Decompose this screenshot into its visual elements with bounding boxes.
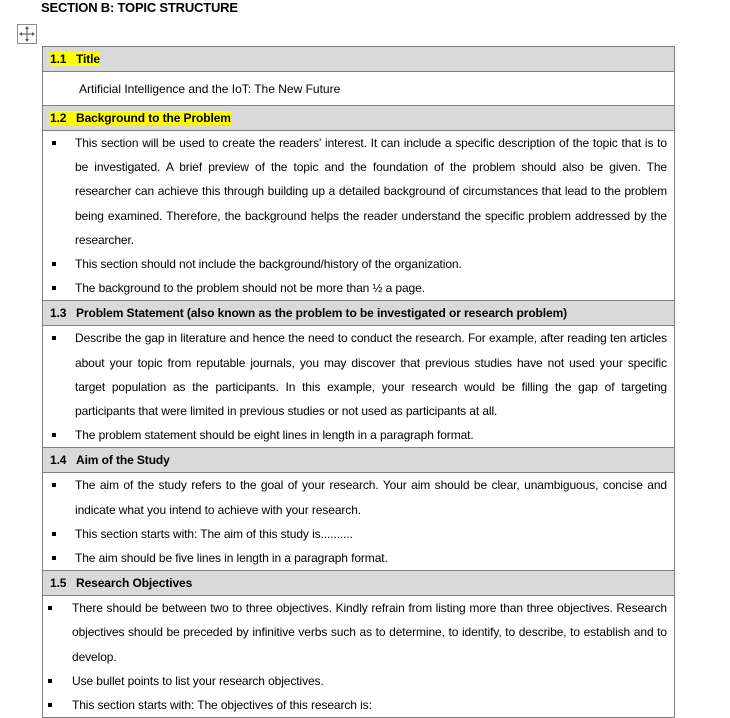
square-bullet-icon [52,433,56,437]
section-title: Background to the Problem [76,111,231,125]
list-item: This section will be used to create the readers' interest. It can include a specific description of the topic that is to be investigated. A brief preview of the topic and the foundation of the problem should also be given. The researcher can achieve this through building up a detailed background of circumstances that lead to the problem being examined. Therefore, the background helps the reader understand the specific problem addressed by the researcher. [43,131,674,252]
square-bullet-icon [48,703,52,707]
square-bullet-icon [52,532,56,536]
square-bullet-icon [52,141,56,145]
list-item: This section starts with: The objectives of this research is: [43,693,674,717]
section-number: 1.1 [50,52,67,66]
list-item: Describe the gap in literature and hence the need to conduct the research. For example, after reading ten articles about your topic from reputable journals, you may discover that previous studies have not used your specific target population as the participants. In this example, your research would be filling the gap of targeting participants that were limited in previous studies or not used as participants at all. [43,326,674,423]
section-title: Research Objectives [76,576,193,591]
section-body-1-3 [43,326,675,448]
list-item: The aim of the study refers to the goal of your research. Your aim should be clear, unambiguous, concise and indicate what you intend to achieve with your research. [43,473,674,521]
list-item: The background to the problem should not be more than ½ a page. [43,276,674,300]
list-item: This section starts with: The aim of this study is.......... [43,522,674,546]
list-item: Use bullet points to list your research objectives. [43,669,674,693]
topic-structure-table [42,46,675,718]
section-number: 1.3 [50,306,67,321]
bullet-list [43,326,674,447]
section-number: 1.5 [50,576,67,591]
section-title-highlight [50,111,231,125]
section-number: 1.2 [50,111,67,125]
section-header-1-2 [43,106,675,131]
section-body-1-5 [43,596,675,718]
square-bullet-icon [48,606,52,610]
section-number: 1.4 [50,453,67,468]
square-bullet-icon [52,286,56,290]
square-bullet-icon [52,262,56,266]
square-bullet-icon [52,336,56,340]
section-title: Problem Statement (also known as the problem to be investigated or research problem) [76,306,568,321]
title-content-row [43,72,675,106]
section-body-1-2 [43,131,675,301]
square-bullet-icon [48,679,52,683]
section-title: Aim of the Study [76,453,170,468]
move-arrows-icon[interactable] [17,24,37,44]
list-item: The problem statement should be eight lines in length in a paragraph format. [43,423,674,447]
section-header-1-1 [43,47,675,72]
list-item: The aim should be five lines in length in a paragraph format. [43,546,674,570]
square-bullet-icon [52,483,56,487]
bullet-list [43,596,674,717]
section-heading: SECTION B: TOPIC STRUCTURE [41,0,238,15]
list-item: This section should not include the background/history of the organization. [43,252,674,276]
section-header-1-4 [43,448,675,473]
bullet-list [43,473,674,570]
list-item: There should be between two to three objectives. Kindly refrain from listing more than three objectives. Research objectives should be preceded by infinitive verbs such as to determine, to identify, to describe, to establish and to develop. [43,596,674,669]
bullet-list [43,131,674,300]
research-title-text: Artificial Intelligence and the IoT: The New Future [79,81,341,96]
section-title: Title [76,52,100,66]
section-body-1-4 [43,473,675,571]
section-title-highlight [50,52,100,66]
square-bullet-icon [52,556,56,560]
section-header-1-5 [43,571,675,596]
section-header-1-3 [43,301,675,326]
